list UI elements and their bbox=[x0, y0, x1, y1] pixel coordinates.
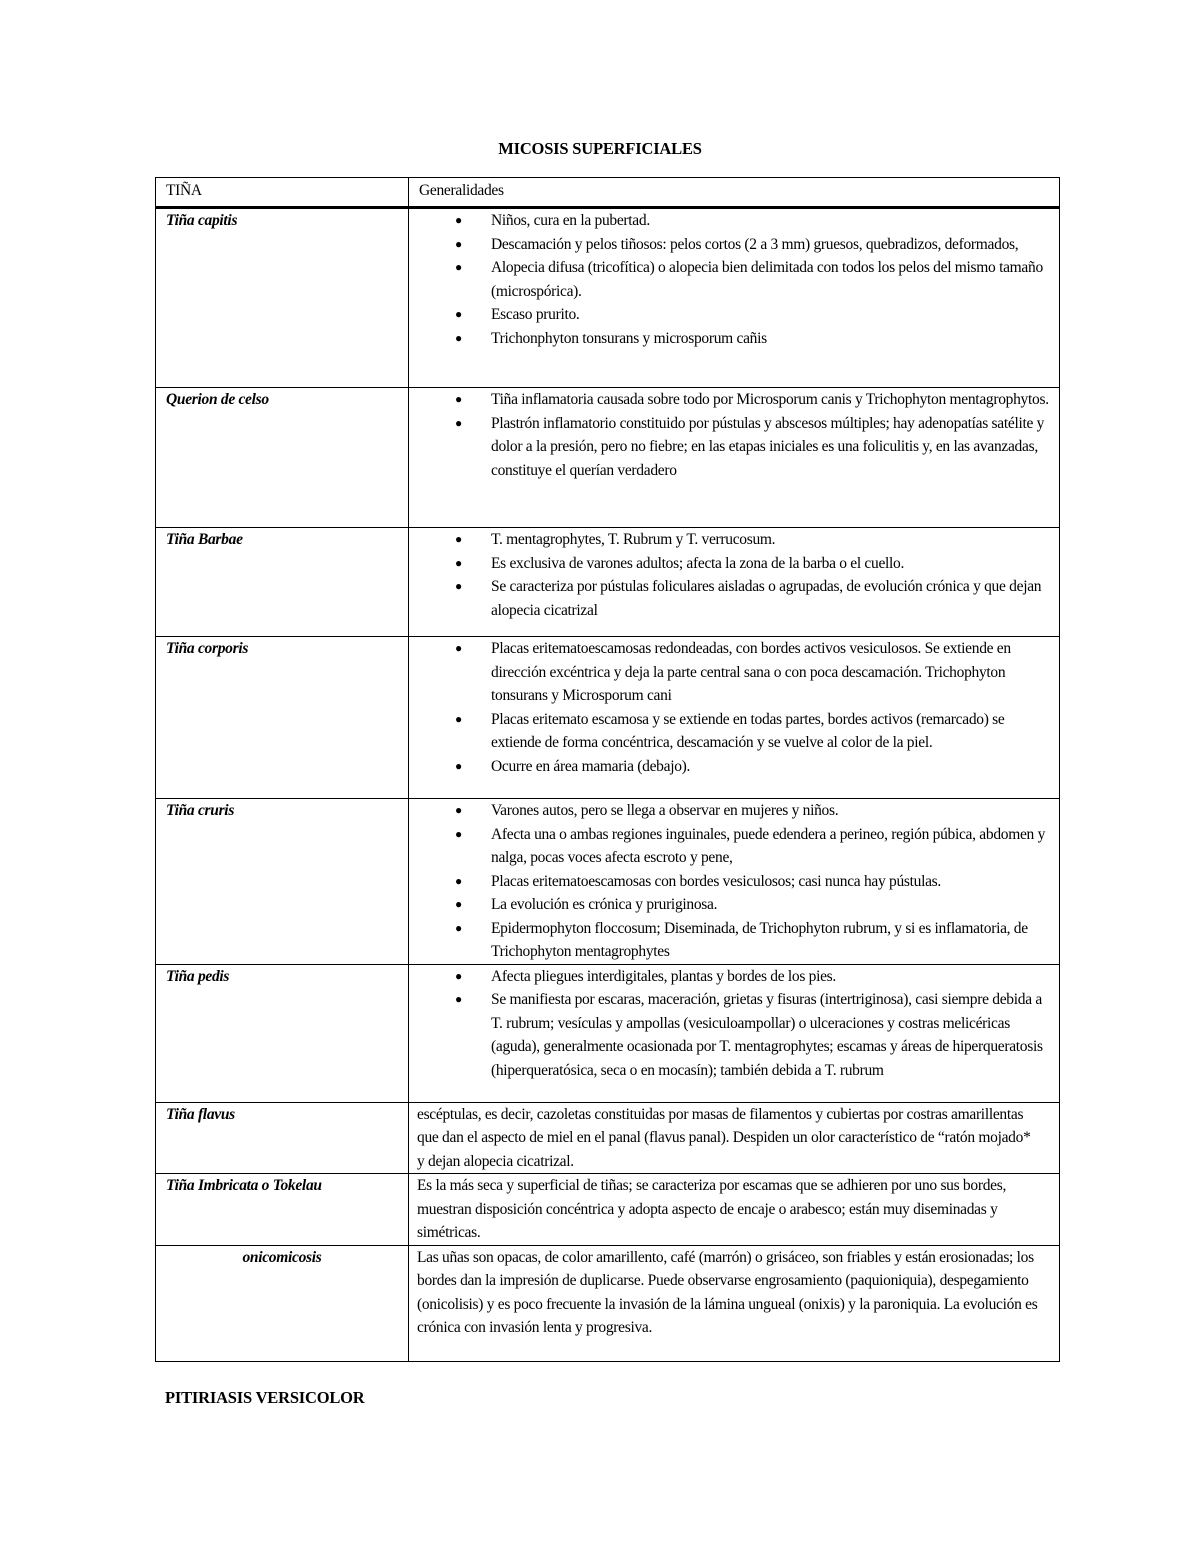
bullet-icon: ● bbox=[455, 579, 462, 593]
table-row bbox=[156, 637, 1060, 799]
row-name: onicomicosis bbox=[156, 1245, 409, 1361]
row-content bbox=[409, 1102, 1060, 1174]
list-item: ● Ocurre en área mamaria (debajo). bbox=[491, 755, 1049, 779]
bullet-list bbox=[417, 799, 1049, 964]
row-name: Querion de celso bbox=[156, 388, 409, 528]
list-item: ● Afecta pliegues interdigitales, plantas y bordes de los pies. bbox=[491, 965, 1049, 989]
list-item: ● Descamación y pelos tiñosos: pelos cortos (2 a 3 mm) gruesos, quebradizos, deformados, bbox=[491, 233, 1049, 257]
bullet-icon: ● bbox=[455, 532, 462, 546]
row-name: Tiña Barbae bbox=[156, 528, 409, 637]
list-item: ● Epidermophyton floccosum; Diseminada, de Trichophyton rubrum, y si es inflamatoria, de Trichophyton mentagrophytes bbox=[491, 917, 1049, 964]
bullet-icon: ● bbox=[455, 260, 462, 274]
list-item: ● La evolución es crónica y pruriginosa. bbox=[491, 893, 1049, 917]
bullet-icon: ● bbox=[455, 555, 462, 570]
bullet-icon: ● bbox=[455, 992, 462, 1006]
bullet-icon: ● bbox=[455, 711, 462, 726]
row-name: Tiña flavus bbox=[156, 1102, 409, 1174]
header-cell-tina: TIÑA bbox=[156, 178, 409, 208]
bullet-list bbox=[417, 388, 1049, 482]
list-item: ● Placas eritematoescamosas redondeadas, con bordes activos vesiculosos. Se extiende en dirección excéntrica y deja la parte central sana o con poca descamación. Trichophyton tonsurans y Microsporum cani bbox=[491, 637, 1049, 708]
row-content bbox=[409, 799, 1060, 965]
bullet-icon: ● bbox=[455, 307, 462, 321]
bullet-icon: ● bbox=[455, 873, 462, 888]
list-item: ● Tiña inflamatoria causada sobre todo por Microsporum canis y Trichophyton mentagrophytos. bbox=[491, 388, 1049, 412]
list-item: ● T. mentagrophytes, T. Rubrum y T. verrucosum. bbox=[491, 528, 1049, 552]
list-item: ● Trichonphyton tonsurans y microsporum cañis bbox=[491, 327, 1049, 351]
row-content bbox=[409, 637, 1060, 799]
bullet-icon: ● bbox=[455, 897, 462, 911]
row-name: Tiña cruris bbox=[156, 799, 409, 965]
table-row bbox=[156, 964, 1060, 1102]
table-header-row bbox=[156, 178, 1060, 208]
row-content bbox=[409, 964, 1060, 1102]
row-text: escéptulas, es decir, cazoletas constituidas por masas de filamentos y cubiertas por costras amarillentas que dan el aspecto de miel en el panal (flavus panal). Despiden un olor característico de “ratón mojado* y dejan alopecia cicatrizal. bbox=[417, 1105, 1031, 1170]
bullet-icon: ● bbox=[455, 803, 462, 817]
table-row bbox=[156, 1174, 1060, 1246]
bullet-list bbox=[417, 637, 1049, 778]
bullet-icon: ● bbox=[455, 392, 462, 406]
section-heading: PITIRIASIS VERSICOLOR bbox=[165, 1388, 365, 1407]
header-cell-generalidades: Generalidades bbox=[409, 178, 1060, 208]
bullet-icon: ● bbox=[455, 415, 462, 430]
bullet-icon: ● bbox=[455, 330, 462, 345]
list-item: ● Varones autos, pero se llega a observar en mujeres y niños. bbox=[491, 799, 1049, 823]
page-title: MICOSIS SUPERFICIALES bbox=[498, 139, 702, 158]
row-content bbox=[409, 1174, 1060, 1246]
row-content bbox=[409, 388, 1060, 528]
list-item: ● Niños, cura en la pubertad. bbox=[491, 209, 1049, 233]
bullet-icon: ● bbox=[455, 920, 462, 935]
row-content bbox=[409, 208, 1060, 388]
bullet-list bbox=[417, 209, 1049, 350]
row-text: Las uñas son opacas, de color amarillento, café (marrón) o grisáceo, son friables y están erosionadas; los bordes dan la impresión de duplicarse. Puede observarse engrosamiento (paquioniquia), despegamiento (onicolisis) y es poco frecuente la invasión de la lámina ungueal (onixis) y la paroniquia. La evolución es crónica con invasión lenta y progresiva. bbox=[417, 1248, 1038, 1336]
list-item: ● Placas eritematoescamosas con bordes vesiculosos; casi nunca hay pústulas. bbox=[491, 870, 1049, 894]
row-name: Tiña pedis bbox=[156, 964, 409, 1102]
table-row bbox=[156, 1102, 1060, 1174]
list-item: ● Placas eritemato escamosa y se extiende en todas partes, bordes activos (remarcado) se extiende de forma concéntrica, descamación y se vuelve al color de la piel. bbox=[491, 708, 1049, 755]
list-item: ● Escaso prurito. bbox=[491, 303, 1049, 327]
bullet-icon: ● bbox=[455, 213, 462, 227]
list-item: ● Se manifiesta por escaras, maceración, grietas y fisuras (intertriginosa), casi siempre debida a T. rubrum; vesículas y ampollas (vesiculoampollar) o ulceraciones y costras melicéricas (aguda), generalmente ocasionada por T. mentagrophytes; escamas y áreas de hiperqueratosis (hiperqueratósica, seca o en mocasín); también debida a T. rubrum bbox=[491, 988, 1049, 1082]
table-row bbox=[156, 388, 1060, 528]
list-item: ● Alopecia difusa (tricofítica) o alopecia bien delimitada con todos los pelos del mismo tamaño (microspórica). bbox=[491, 256, 1049, 303]
row-content bbox=[409, 528, 1060, 637]
table-row bbox=[156, 1245, 1060, 1361]
bullet-icon: ● bbox=[455, 968, 462, 983]
bullet-icon: ● bbox=[455, 641, 462, 655]
bullet-icon: ● bbox=[455, 236, 462, 251]
bullet-icon: ● bbox=[455, 758, 462, 773]
tinea-table bbox=[155, 177, 1060, 1362]
list-item: ● Plastrón inflamatorio constituido por pústulas y abscesos múltiples; hay adenopatías satélite y dolor a la presión, pero no fiebre; en las etapas iniciales es una foliculitis y, en las avanzadas, constituye el querían verdadero bbox=[491, 412, 1049, 483]
list-item: ● Afecta una o ambas regiones inguinales, puede edendera a perineo, región púbica, abdomen y nalga, pocas voces afecta escroto y pene, bbox=[491, 823, 1049, 870]
list-item: ● Se caracteriza por pústulas foliculares aisladas o agrupadas, de evolución crónica y que dejan alopecia cicatrizal bbox=[491, 575, 1049, 622]
bullet-list bbox=[417, 965, 1049, 1083]
row-name: Tiña capitis bbox=[156, 208, 409, 388]
row-name: Tiña Imbricata o Tokelau bbox=[156, 1174, 409, 1246]
row-name: Tiña corporis bbox=[156, 637, 409, 799]
bullet-list bbox=[417, 528, 1049, 622]
row-text: Es la más seca y superficial de tiñas; se caracteriza por escamas que se adhieren por uno sus bordes, muestran disposición concéntrica y adopta aspecto de encaje o arabesco; están muy diseminadas y simétricas. bbox=[417, 1177, 1007, 1241]
bullet-icon: ● bbox=[455, 826, 462, 841]
table-row bbox=[156, 799, 1060, 965]
row-content bbox=[409, 1245, 1060, 1361]
table-row bbox=[156, 528, 1060, 637]
list-item: ● Es exclusiva de varones adultos; afecta la zona de la barba o el cuello. bbox=[491, 552, 1049, 576]
table-row bbox=[156, 208, 1060, 388]
